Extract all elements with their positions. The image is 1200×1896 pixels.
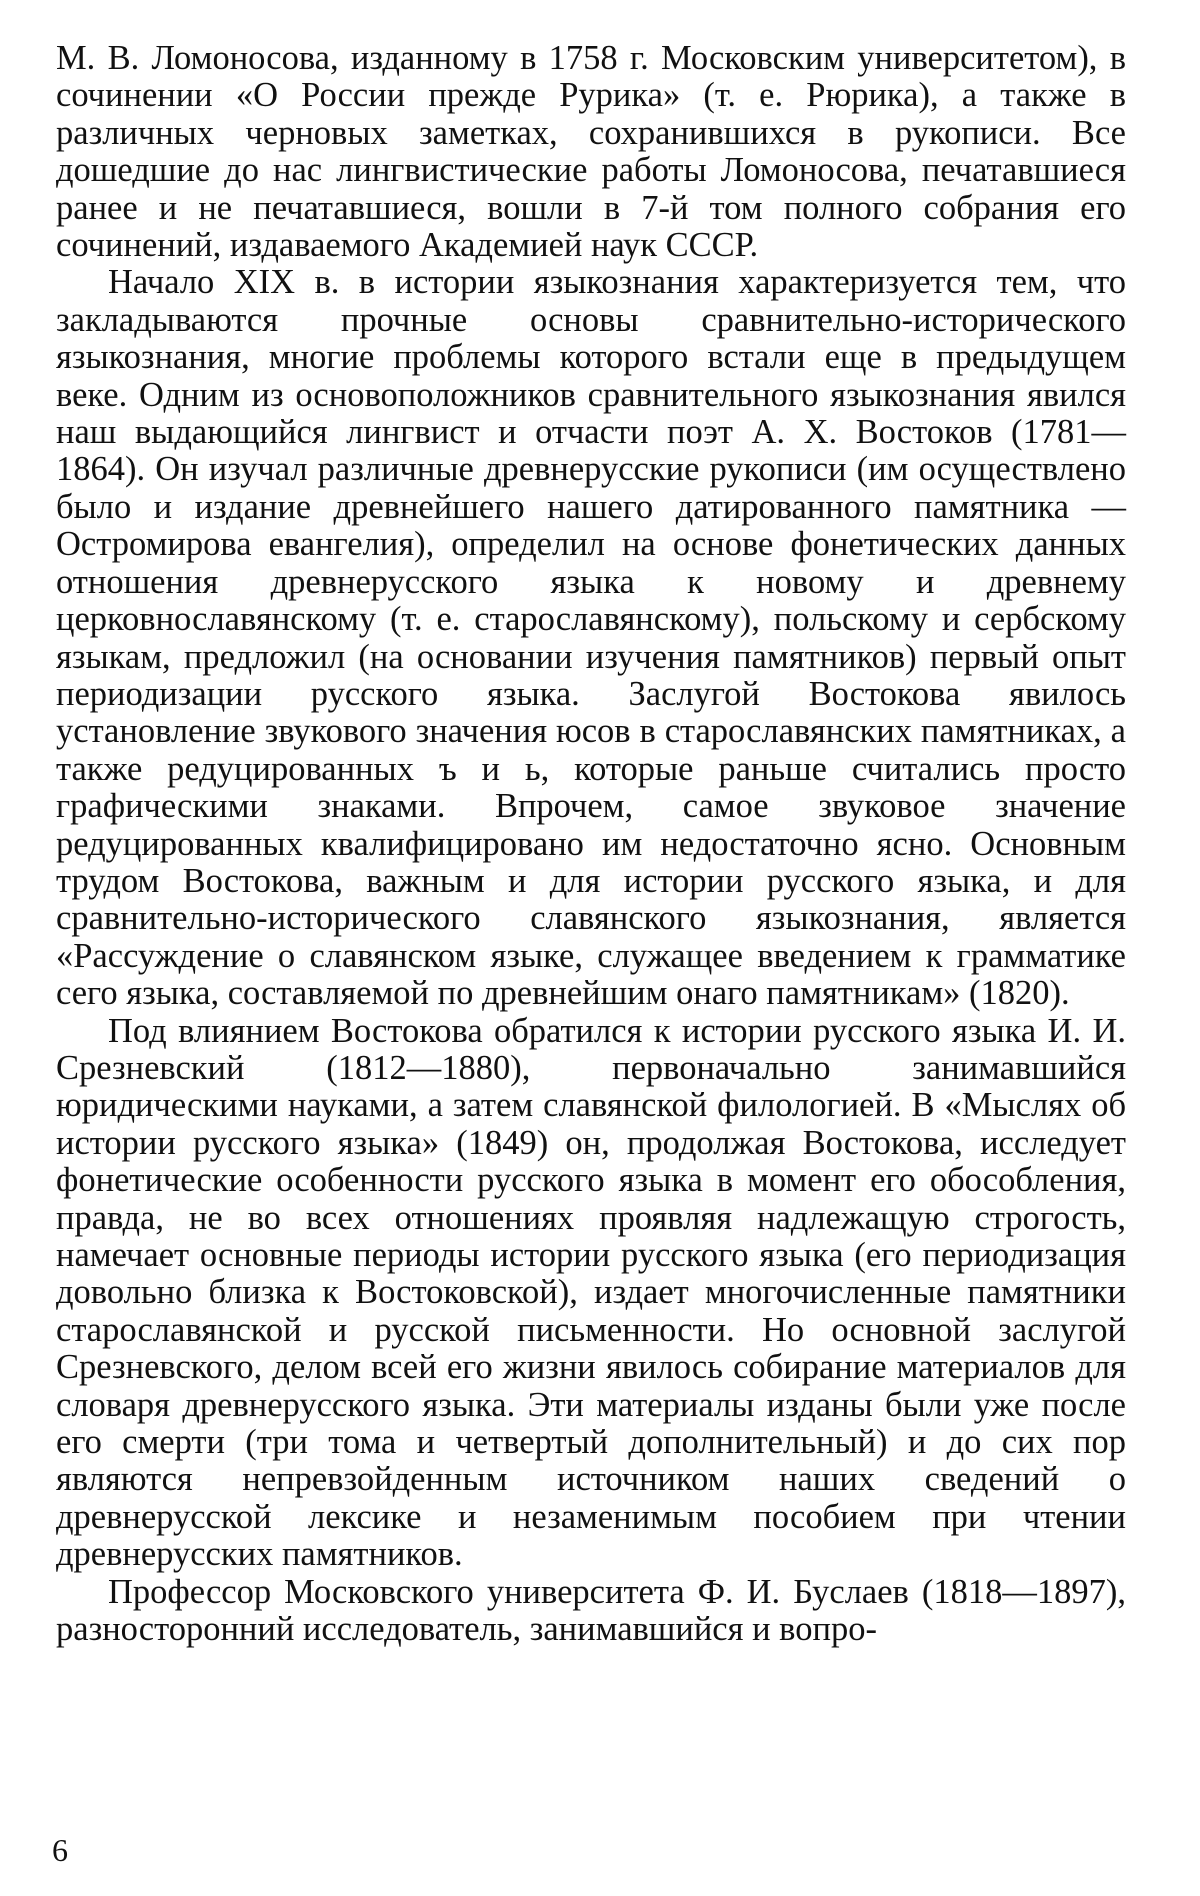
paragraph-buslaev: Профессор Московского университета Ф. И. Буслаев (1818—1897), разносторонний исследователь, занимавшийся и вопро- <box>56 1572 1126 1649</box>
paragraph-sreznevsky: Под влиянием Востокова обратился к истории русского языка И. И. Срезневский (1812—1880), первоначально занимавшийся юридическими науками, а затем славянской филологией. В «Мыслях об истории русского языка» (1849) он, продолжая Востокова, исследует фонетические особенности русского языка в момент его обособления, правда, не во всех отношениях проявляя надлежащую строгость, намечает основные периоды истории русского языка (его периодизация довольно близка к Востоковской), издает многочисленные памятники старославянской и русской письменности. Но основной заслугой Срезневского, делом всей его жизни явилось собирание материалов для словаря древнерусского языка. Эти материалы изданы были уже после его смерти (три тома и четвертый дополнительный) и до сих пор являются непревзойденным источником наших сведений о древнерусской лексике и незаменимым пособием при чтении древнерусских памятников. <box>56 1011 1126 1574</box>
paragraph-vostokov: Начало XIX в. в истории языкознания характеризуется тем, что закладываются прочные основы сравнительно-исторического языкознания, многие проблемы которого встали еще в предыдущем веке. Одним из основоположников сравнительного языкознания явился наш выдающийся лингвист и отчасти поэт А. Х. Востоков (1781—1864). Он изучал различные древнерусские рукописи (им осуществлено было и издание древнейшего нашего датированного памятника — Остромирова евангелия), определил на основе фонетических данных отношения древнерусского языка к новому и древнему церковнославянскому (т. е. старославянскому), польскому и сербскому языкам, предложил (на основании изучения памятников) первый опыт периодизации русского языка. Заслугой Востокова явилось установление звукового значения юсов в старославянских памятниках, а также редуцированных ъ и ь, которые раньше считались просто графическими знаками. Впрочем, самое звуковое значение редуцированных квалифицировано им недостаточно ясно. Основным трудом Востокова, важным и для истории русского языка, и для сравнительно-исторического славянского языкознания, является «Рассуждение о славянском языке, служащее введением к грамматике сего языка, составляемой по древнейшим онаго памятникам» (1820). <box>56 263 1126 1013</box>
page-body <box>56 40 1126 1648</box>
paragraph-continuation: М. В. Ломоносова, изданному в 1758 г. Московским университетом), в сочинении «О России прежде Рурика» (т. е. Рюрика), а также в различных черновых заметках, сохранившихся в рукописи. Все дошедшие до нас лингвистические работы Ломоносова, печатавшиеся ранее и не печатавшиеся, вошли в 7-й том полного собрания его сочинений, издаваемого Академией наук СССР. <box>56 39 1126 265</box>
page-number: 6 <box>52 1832 68 1868</box>
